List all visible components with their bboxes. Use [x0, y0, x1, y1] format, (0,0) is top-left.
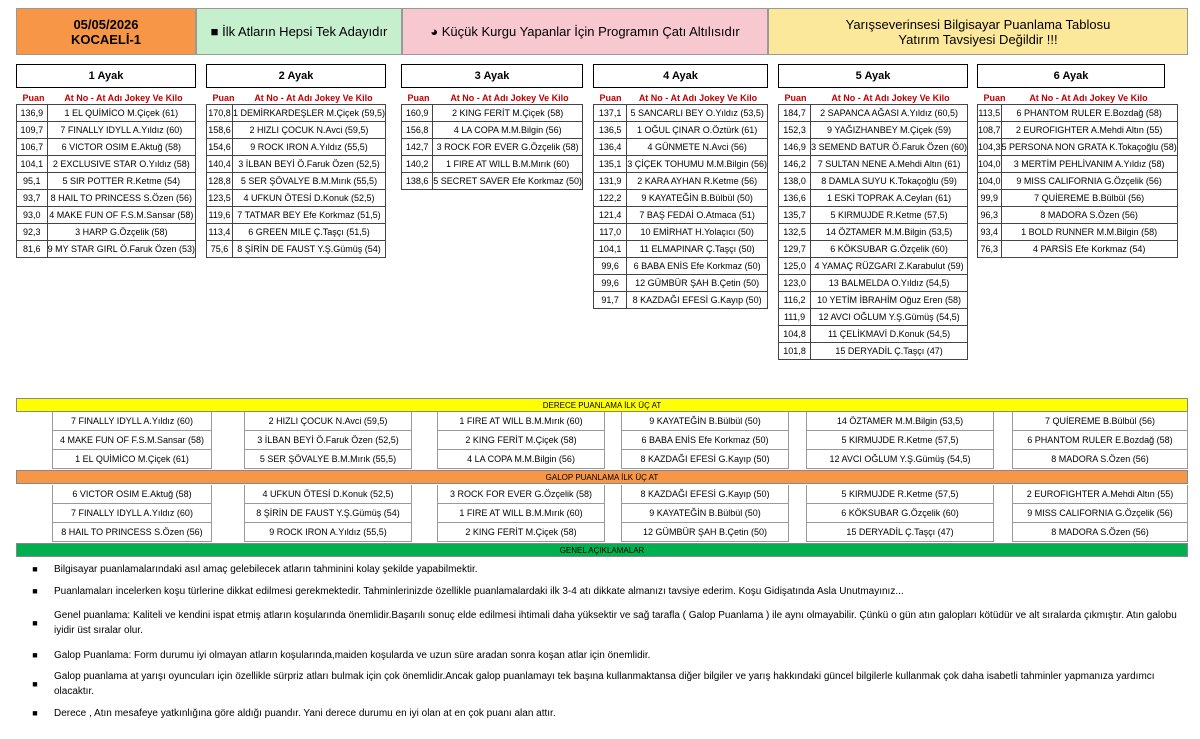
points-cell: 99,6: [594, 258, 627, 275]
points-cell: 93,0: [17, 207, 48, 224]
horse-header: At No - At Adı Jokey Ve Kilo: [64, 93, 183, 103]
horse-cell: 8 HAIL TO PRINCESS S.Özen (56): [47, 190, 195, 207]
table-row: [779, 105, 968, 122]
table-row: [978, 173, 1178, 190]
points-header: Puan: [983, 93, 1006, 103]
table-row: [779, 156, 968, 173]
top-three-cell: 14 ÖZTAMER M.M.Bilgin (53,5): [806, 412, 994, 431]
table-row: [779, 122, 968, 139]
date-track-header: [16, 8, 196, 55]
points-cell: 91,7: [594, 292, 627, 309]
horse-cell: 3 MERTİM PEHLİVANIM A.Yıldız (58): [1001, 156, 1177, 173]
table-row: [779, 292, 968, 309]
table-row: [207, 190, 386, 207]
points-cell: 135,7: [779, 207, 811, 224]
table-row: [17, 105, 196, 122]
table-row: [779, 139, 968, 156]
horse-cell: 6 KÖKSUBAR G.Özçelik (60): [811, 241, 968, 258]
horse-cell: 10 EMİRHAT H.Yolaçıcı (50): [627, 224, 768, 241]
top-three-cell: 5 SER ŞÖVALYE B.M.Mırık (55,5): [244, 450, 412, 469]
horse-cell: 7 SULTAN NENE A.Mehdi Altın (61): [811, 156, 968, 173]
table-row: [207, 207, 386, 224]
race-4: [593, 64, 768, 309]
points-cell: 111,9: [779, 309, 811, 326]
points-cell: 104,1: [594, 241, 627, 258]
horse-cell: 14 ÖZTAMER M.M.Bilgin (53,5): [811, 224, 968, 241]
table-row: [17, 139, 196, 156]
title-line-2: Yatırım Tavsiyesi Değildir !!!: [898, 31, 1058, 47]
table-row: [978, 105, 1178, 122]
note-item: [16, 580, 1188, 602]
horse-cell: 6 GREEN MILE Ç.Taşçı (51,5): [232, 224, 385, 241]
horse-cell: 4 YAMAÇ RÜZGARI Z.Karabulut (59): [811, 258, 968, 275]
points-cell: 104,0: [978, 156, 1002, 173]
top-three-cell: 1 EL QUİMİCO M.Çiçek (61): [52, 450, 212, 469]
horse-cell: 8 ŞİRİN DE FAUST Y.Ş.Gümüş (54): [232, 241, 385, 258]
horse-cell: 6 BABA ENİS Efe Korkmaz (50): [627, 258, 768, 275]
top-three-cell: 8 ŞİRİN DE FAUST Y.Ş.Gümüş (54): [244, 504, 412, 523]
top-three-cell: 15 DERYADİL Ç.Taşçı (47): [806, 523, 994, 542]
table-row: [207, 122, 386, 139]
horse-cell: 9 KAYATEĞİN B.Bülbül (50): [627, 190, 768, 207]
horse-cell: 4 GÜNMETE N.Avci (56): [627, 139, 768, 156]
top-three-row: [16, 523, 1188, 542]
top-three-cell: 6 KÖKSUBAR G.Özçelik (60): [806, 504, 994, 523]
points-cell: 93,7: [17, 190, 48, 207]
table-row: [779, 173, 968, 190]
table-row: [594, 156, 768, 173]
bullet-icon: ■: [32, 586, 38, 596]
horse-cell: 1 EL QUİMİCO M.Çiçek (61): [47, 105, 195, 122]
note-text: Puanlamaları incelerken koşu türlerine dikkat edilmesi gerekmektedir. Tahminlerinizde özellikle puanlamalardaki ilk 3-4 atı dikkate almanızı tavsiye ederim. Koşu Gidişatında Asla Unutmayınız...: [54, 585, 904, 597]
points-cell: 113,5: [978, 105, 1002, 122]
top-three-cell: 4 MAKE FUN OF F.S.M.Sansar (58): [52, 431, 212, 450]
horse-cell: 1 FIRE AT WILL B.M.Mırık (60): [433, 156, 583, 173]
table-row: [978, 207, 1178, 224]
single-candidate-note: ■ İlk Atların Hepsi Tek Adayıdır: [196, 8, 402, 55]
note-text: Derece , Atın mesafeye yatkınlığına göre aldığı puandır. Yani derece durumu en iyi olan at en çok puanı alan attır.: [54, 707, 556, 719]
general-notes: [16, 558, 1188, 724]
points-cell: 129,7: [779, 241, 811, 258]
points-cell: 132,5: [779, 224, 811, 241]
points-cell: 76,3: [978, 241, 1002, 258]
table-row: [978, 241, 1178, 258]
horse-cell: 6 PHANTOM RULER E.Bozdağ (58): [1001, 105, 1177, 122]
points-cell: 95,1: [17, 173, 48, 190]
column-header: [593, 92, 768, 104]
table-row: [594, 105, 768, 122]
column-header: [16, 92, 196, 104]
points-cell: 131,9: [594, 173, 627, 190]
derece-title: DERECE PUANLAMA İLK ÜÇ AT: [16, 398, 1188, 412]
points-cell: 160,9: [402, 105, 433, 122]
horse-cell: 4 PARSİS Efe Korkmaz (54): [1001, 241, 1177, 258]
top-three-cell: 8 MADORA S.Özen (56): [1012, 450, 1188, 469]
horse-cell: 9 MISS CALIFORNIA G.Özçelik (56): [1001, 173, 1177, 190]
horse-header: At No - At Adı Jokey Ve Kilo: [1029, 93, 1148, 103]
points-cell: 106,7: [17, 139, 48, 156]
race-track: KOCAELİ-1: [70, 31, 142, 47]
points-cell: 109,7: [17, 122, 48, 139]
points-cell: 96,3: [978, 207, 1002, 224]
horse-cell: 2 HIZLI ÇOCUK N.Avci (59,5): [232, 122, 385, 139]
table-row: [779, 224, 968, 241]
race-table: [593, 104, 768, 309]
table-row: [594, 275, 768, 292]
table-row: [779, 258, 968, 275]
points-cell: 140,4: [207, 156, 233, 173]
points-cell: 125,0: [779, 258, 811, 275]
top-three-row: [16, 485, 1188, 504]
top-three-cell: 1 FIRE AT WILL B.M.Mırık (60): [437, 504, 605, 523]
galop-title: GALOP PUANLAMA İLK ÜÇ AT: [16, 470, 1188, 484]
horse-cell: 1 BOLD RUNNER M.M.Bilgin (58): [1001, 224, 1177, 241]
points-cell: 146,2: [779, 156, 811, 173]
table-row: [978, 156, 1178, 173]
horse-cell: 12 AVCI OĞLUM Y.Ş.Gümüş (54,5): [811, 309, 968, 326]
race-table: [16, 104, 196, 258]
horse-cell: 10 YETİM İBRAHİM Oğuz Eren (58): [811, 292, 968, 309]
horse-cell: 6 VICTOR OSIM E.Aktuğ (58): [47, 139, 195, 156]
table-row: [402, 122, 583, 139]
race-2: [206, 64, 386, 258]
column-header: [977, 92, 1165, 104]
horse-cell: 9 ROCK IRON A.Yıldız (55,5): [232, 139, 385, 156]
points-cell: 135,1: [594, 156, 627, 173]
points-cell: 119,6: [207, 207, 233, 224]
points-cell: 117,0: [594, 224, 627, 241]
points-cell: 142,7: [402, 139, 433, 156]
points-cell: 93,4: [978, 224, 1002, 241]
points-header: Puan: [784, 93, 807, 103]
horse-cell: 3 HARP G.Özçelik (58): [47, 224, 195, 241]
points-cell: 136,5: [594, 122, 627, 139]
points-cell: 146,9: [779, 139, 811, 156]
points-cell: 184,7: [779, 105, 811, 122]
horse-cell: 7 FINALLY IDYLL A.Yıldız (60): [47, 122, 195, 139]
table-row: [594, 122, 768, 139]
points-header: Puan: [599, 93, 622, 103]
horse-cell: 3 İLBAN BEYİ Ö.Faruk Özen (52,5): [232, 156, 385, 173]
points-cell: 99,6: [594, 275, 627, 292]
points-cell: 113,4: [207, 224, 233, 241]
bullet-icon: ■: [32, 564, 38, 574]
horse-header: At No - At Adı Jokey Ve Kilo: [831, 93, 950, 103]
top-three-cell: 12 AVCI OĞLUM Y.Ş.Gümüş (54,5): [806, 450, 994, 469]
horse-cell: 13 BALMELDA O.Yıldız (54,5): [811, 275, 968, 292]
horse-cell: 5 PERSONA NON GRATA K.Tokaçoğlu (58): [1001, 139, 1177, 156]
table-row: [207, 156, 386, 173]
table-row: [402, 173, 583, 190]
table-row: [779, 241, 968, 258]
horse-cell: 11 ELMAPINAR Ç.Taşçı (50): [627, 241, 768, 258]
column-header: [401, 92, 583, 104]
table-row: [978, 190, 1178, 207]
top-three-cell: 2 EUROFIGHTER A.Mehdi Altın (55): [1012, 485, 1188, 504]
points-cell: 137,1: [594, 105, 627, 122]
table-row: [978, 224, 1178, 241]
points-cell: 136,4: [594, 139, 627, 156]
points-cell: 104,8: [779, 326, 811, 343]
horse-cell: 15 DERYADİL Ç.Taşçı (47): [811, 343, 968, 360]
horse-cell: 3 ÇİÇEK TOHUMU M.M.Bilgin (56): [627, 156, 768, 173]
top-three-cell: 8 KAZDAĞI EFESİ G.Kayıp (50): [621, 450, 789, 469]
horse-cell: 9 YAĞIZHANBEY M.Çiçek (59): [811, 122, 968, 139]
top-three-cell: 9 KAYATEĞİN B.Bülbül (50): [621, 412, 789, 431]
race-title: 6 Ayak: [977, 64, 1165, 88]
top-three-row: [16, 504, 1188, 523]
note-item: [16, 666, 1188, 702]
table-row: [779, 309, 968, 326]
top-three-cell: 6 BABA ENİS Efe Korkmaz (50): [621, 431, 789, 450]
points-cell: 104,3: [978, 139, 1002, 156]
top-three-cell: 2 KING FERİT M.Çiçek (58): [437, 523, 605, 542]
horse-cell: 4 UFKUN ÖTESİ D.Konuk (52,5): [232, 190, 385, 207]
horse-cell: 1 OĞUL ÇINAR O.Öztürk (61): [627, 122, 768, 139]
note-item: [16, 644, 1188, 666]
table-row: [402, 105, 583, 122]
top-three-cell: 4 UFKUN ÖTESİ D.Konuk (52,5): [244, 485, 412, 504]
horse-cell: 4 LA COPA M.M.Bilgin (56): [433, 122, 583, 139]
points-cell: 138,0: [779, 173, 811, 190]
table-row: [594, 224, 768, 241]
table-row: [17, 224, 196, 241]
horse-header: At No - At Adı Jokey Ve Kilo: [254, 93, 373, 103]
top-three-cell: 8 MADORA S.Özen (56): [1012, 523, 1188, 542]
top-three-cell: 7 QUİEREME B.Bülbül (56): [1012, 412, 1188, 431]
bullet-icon: ■: [32, 679, 38, 689]
points-cell: 116,2: [779, 292, 811, 309]
race-title: 3 Ayak: [401, 64, 583, 88]
top-three-cell: 1 FIRE AT WILL B.M.Mırık (60): [437, 412, 605, 431]
horse-cell: 2 SAPANCA AĞASI A.Yıldız (60,5): [811, 105, 968, 122]
top-three-cell: 7 FINALLY IDYLL A.Yıldız (60): [52, 412, 212, 431]
points-cell: 128,8: [207, 173, 233, 190]
horse-cell: 2 KING FERİT M.Çiçek (58): [433, 105, 583, 122]
galop-grid: [16, 485, 1188, 542]
horse-cell: 8 DAMLA SUYU K.Tokaçoğlu (59): [811, 173, 968, 190]
table-row: [402, 156, 583, 173]
note-item: [16, 602, 1188, 644]
table-row: [207, 173, 386, 190]
bullet-icon: ■: [32, 650, 38, 660]
race-3: [401, 64, 583, 190]
table-row: [17, 207, 196, 224]
points-cell: 121,4: [594, 207, 627, 224]
horse-cell: 5 SANCARLI BEY O.Yıldız (53,5): [627, 105, 768, 122]
horse-cell: 5 SECRET SAVER Efe Korkmaz (50): [433, 173, 583, 190]
points-cell: 108,7: [978, 122, 1002, 139]
horse-cell: 7 QUİEREME B.Bülbül (56): [1001, 190, 1177, 207]
table-row: [594, 190, 768, 207]
table-row: [594, 173, 768, 190]
horse-cell: 12 GÜMBÜR ŞAH B.Çetin (50): [627, 275, 768, 292]
horse-cell: 5 SIR POTTER R.Ketme (54): [47, 173, 195, 190]
race-1: [16, 64, 196, 258]
derece-grid: [16, 412, 1188, 469]
horse-cell: 7 TATMAR BEY Efe Korkmaz (51,5): [232, 207, 385, 224]
top-three-cell: 3 İLBAN BEYİ Ö.Faruk Özen (52,5): [244, 431, 412, 450]
points-cell: 136,6: [779, 190, 811, 207]
points-cell: 152,3: [779, 122, 811, 139]
horse-cell: 4 MAKE FUN OF F.S.M.Sansar (58): [47, 207, 195, 224]
table-row: [978, 139, 1178, 156]
race-title: 4 Ayak: [593, 64, 768, 88]
table-row: [594, 207, 768, 224]
horse-cell: 3 SEMEND BATUR Ö.Faruk Özen (60): [811, 139, 968, 156]
top-three-cell: 9 MISS CALIFORNIA G.Özçelik (56): [1012, 504, 1188, 523]
top-three-cell: 5 KIRMUJDE R.Ketme (57,5): [806, 485, 994, 504]
race-title: 1 Ayak: [16, 64, 196, 88]
table-row: [779, 190, 968, 207]
top-three-cell: 2 HIZLI ÇOCUK N.Avci (59,5): [244, 412, 412, 431]
table-title: [768, 8, 1188, 55]
points-cell: 123,0: [779, 275, 811, 292]
horse-header: At No - At Adı Jokey Ve Kilo: [450, 93, 569, 103]
note-text: Galop Puanlama: Form durumu iyi olmayan atların koşularında,maiden koşularda ve uzun süre aradan sonra koşan atlar için önemlidir.: [54, 649, 651, 661]
horse-cell: 2 EUROFIGHTER A.Mehdi Altın (55): [1001, 122, 1177, 139]
note-text: Bilgisayar puanlamalarındaki asıl amaç gelebilecek atların tahminini kolay şekilde yapabilmektir.: [54, 563, 478, 575]
top-three-cell: 7 FINALLY IDYLL A.Yıldız (60): [52, 504, 212, 523]
column-header: [206, 92, 386, 104]
points-cell: 123,5: [207, 190, 233, 207]
table-row: [207, 139, 386, 156]
points-cell: 104,0: [978, 173, 1002, 190]
horse-cell: 5 SER ŞÖVALYE B.M.Mırık (55,5): [232, 173, 385, 190]
table-row: [207, 105, 386, 122]
top-three-cell: 9 KAYATEĞİN B.Bülbül (50): [621, 504, 789, 523]
table-row: [978, 122, 1178, 139]
points-cell: 122,2: [594, 190, 627, 207]
top-three-cell: 9 ROCK IRON A.Yıldız (55,5): [244, 523, 412, 542]
race-table: [778, 104, 968, 360]
points-header: Puan: [212, 93, 235, 103]
table-row: [779, 326, 968, 343]
race-5: [778, 64, 968, 360]
table-row: [779, 207, 968, 224]
top-three-cell: 4 LA COPA M.M.Bilgin (56): [437, 450, 605, 469]
top-three-row: [16, 431, 1188, 450]
points-cell: 138,6: [402, 173, 433, 190]
table-row: [17, 241, 196, 258]
note-text: Galop puanlama at yarışı oyuncuları için özellikle sürpriz atları bulmak için çok önemlidir.Ancak galop puanlamayı tek başına kullanmaktansa diğer bilgiler ve yarış hakkındaki güncel bilgilerle kullanmak çok daha isabetli tahminler yapmanıza yardımcı olacaktır.: [54, 671, 1155, 697]
points-cell: 156,8: [402, 122, 433, 139]
horse-cell: 8 MADORA S.Özen (56): [1001, 207, 1177, 224]
top-three-row: [16, 412, 1188, 431]
horse-cell: 1 ESKİ TOPRAK A.Ceylan (61): [811, 190, 968, 207]
points-cell: 154,6: [207, 139, 233, 156]
top-three-cell: 2 KING FERİT M.Çiçek (58): [437, 431, 605, 450]
horse-cell: 8 KAZDAĞI EFESİ G.Kayıp (50): [627, 292, 768, 309]
table-row: [207, 224, 386, 241]
points-cell: 101,8: [779, 343, 811, 360]
table-row: [779, 343, 968, 360]
top-three-cell: 5 KIRMUJDE R.Ketme (57,5): [806, 431, 994, 450]
top-three-cell: 6 VICTOR OSIM E.Aktuğ (58): [52, 485, 212, 504]
horse-cell: 7 BAŞ FEDAİ O.Atmaca (51): [627, 207, 768, 224]
column-header: [778, 92, 968, 104]
table-row: [594, 258, 768, 275]
points-cell: 81,6: [17, 241, 48, 258]
points-cell: 170,8: [207, 105, 233, 122]
roof-sixes-note: ◕ Küçük Kurgu Yapanlar İçin Programın Çatı Altılısıdır: [402, 8, 768, 55]
horse-cell: 11 ÇELİKMAVİ D.Konuk (54,5): [811, 326, 968, 343]
points-cell: 104,1: [17, 156, 48, 173]
table-row: [17, 190, 196, 207]
horse-cell: 1 DEMİRKARDEŞLER M.Çiçek (59,5): [232, 105, 385, 122]
horse-cell: 3 ROCK FOR EVER G.Özçelik (58): [433, 139, 583, 156]
race-table: [977, 104, 1178, 258]
table-row: [207, 241, 386, 258]
points-header: Puan: [22, 93, 45, 103]
race-6: [977, 64, 1177, 258]
points-cell: 140,2: [402, 156, 433, 173]
table-row: [594, 241, 768, 258]
table-row: [779, 275, 968, 292]
points-cell: 136,9: [17, 105, 48, 122]
note-item: [16, 558, 1188, 580]
table-row: [17, 156, 196, 173]
horse-cell: 2 KARA AYHAN R.Ketme (56): [627, 173, 768, 190]
race-table: [401, 104, 583, 190]
table-row: [594, 292, 768, 309]
bullet-icon: ■: [32, 618, 38, 628]
horse-header: At No - At Adı Jokey Ve Kilo: [638, 93, 758, 103]
points-cell: 158,6: [207, 122, 233, 139]
table-row: [402, 139, 583, 156]
top-three-cell: 3 ROCK FOR EVER G.Özçelik (58): [437, 485, 605, 504]
top-three-cell: 8 KAZDAĞI EFESİ G.Kayıp (50): [621, 485, 789, 504]
table-row: [594, 139, 768, 156]
genel-title: GENEL AÇIKLAMALAR: [16, 543, 1188, 557]
top-three-cell: 6 PHANTOM RULER E.Bozdağ (58): [1012, 431, 1188, 450]
bullet-icon: ■: [32, 708, 38, 718]
race-table: [206, 104, 386, 258]
title-line-1: Yarışseverinsesi Bilgisayar Puanlama Tablosu: [845, 16, 1111, 32]
horse-cell: 5 KIRMUJDE R.Ketme (57,5): [811, 207, 968, 224]
race-date: 05/05/2026: [73, 16, 139, 32]
points-cell: 75,6: [207, 241, 233, 258]
race-title: 5 Ayak: [778, 64, 968, 88]
top-three-row: [16, 450, 1188, 469]
note-text: Genel puanlama: Kaliteli ve kendini ispat etmiş atların koşularında önemlidir.Başarılı sonuç elde edilmesi ihtimali daha yüksektir ve sağ tarafla ( Galop Puanlama ) ile aynı olmayabilir. Çünkü o gün atın galopları kötüdür ve alt sıralarda çıkmıştır. Atın galobu iyidir üst sıralar olur.: [54, 610, 1177, 636]
points-cell: 92,3: [17, 224, 48, 241]
table-row: [17, 173, 196, 190]
note-item: [16, 702, 1188, 724]
points-header: Puan: [407, 93, 430, 103]
top-three-cell: 12 GÜMBÜR ŞAH B.Çetin (50): [621, 523, 789, 542]
race-title: 2 Ayak: [206, 64, 386, 88]
horse-cell: 2 EXCLUSIVE STAR O.Yıldız (58): [47, 156, 195, 173]
table-row: [17, 122, 196, 139]
horse-cell: 9 MY STAR GIRL Ö.Faruk Özen (53): [47, 241, 195, 258]
top-three-cell: 8 HAIL TO PRINCESS S.Özen (56): [52, 523, 212, 542]
points-cell: 99,9: [978, 190, 1002, 207]
